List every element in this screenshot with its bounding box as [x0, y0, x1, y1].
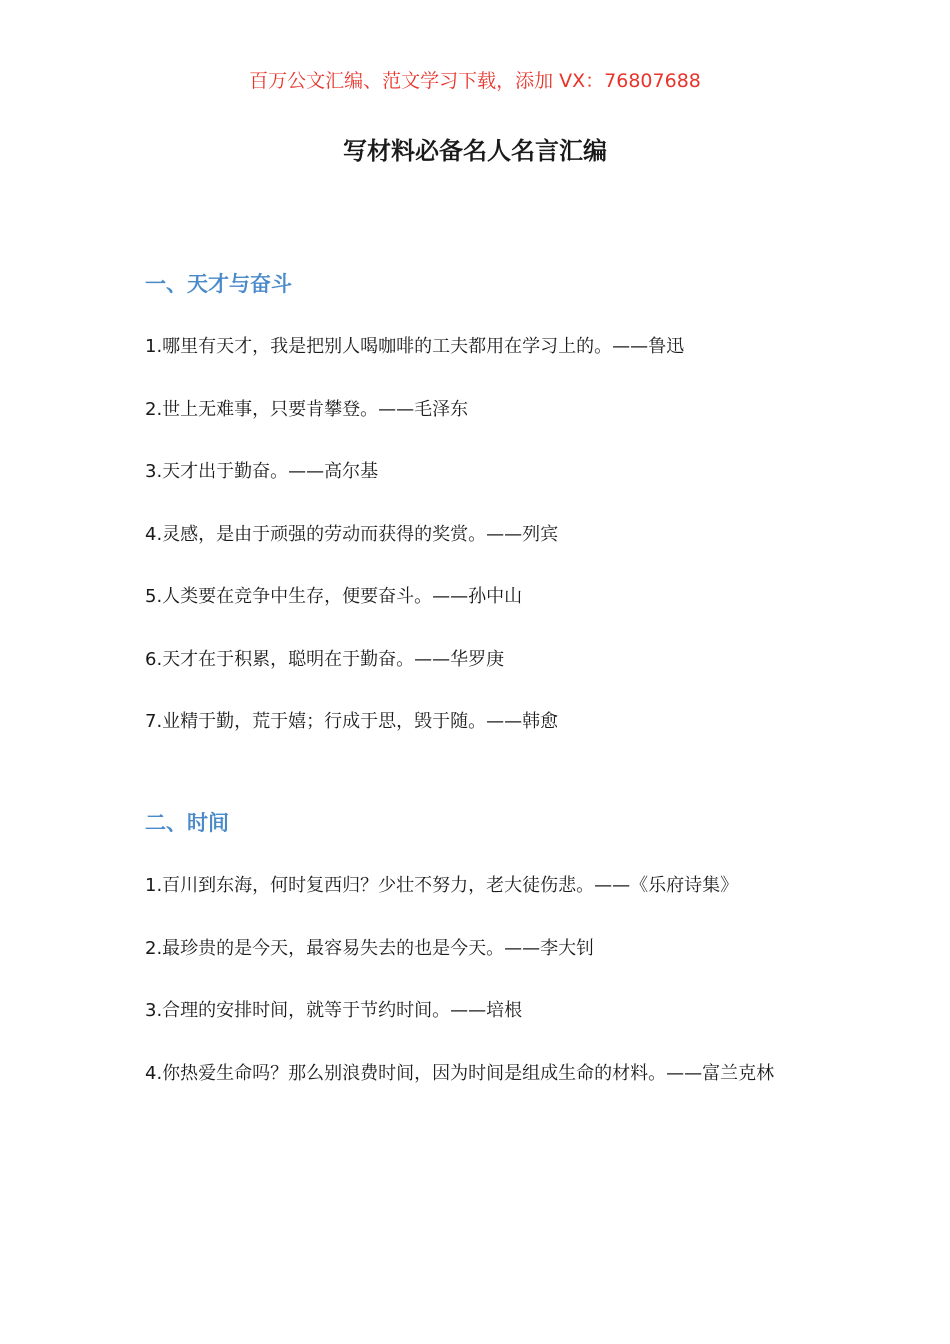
- quote-item: 1.百川到东海，何时复西归？少壮不努力，老大徒伤悲。——《乐府诗集》: [145, 875, 739, 896]
- quote-item: 7.业精于勤，荒于嬉；行成于思，毁于随。——韩愈: [145, 711, 559, 732]
- quote-item: 5.人类要在竞争中生存，便要奋斗。——孙中山: [145, 586, 523, 607]
- section-genius-and-struggle: [145, 269, 825, 771]
- section-heading: 二、时间: [145, 811, 229, 835]
- quote-item: 2.最珍贵的是今天，最容易失去的也是今天。——李大钊: [145, 937, 595, 959]
- quote-item: 3.合理的安排时间，就等于节约时间。——培根: [145, 1000, 523, 1021]
- section-time: [145, 808, 825, 1146]
- quote-item: 1.哪里有天才，我是把别人喝咖啡的工夫都用在学习上的。——鲁迅: [145, 336, 685, 357]
- promo-banner: 百万公文汇编、范文学习下载，添加 VX：76807688: [249, 70, 701, 92]
- quote-item: 4.你热爱生命吗？那么别浪费时间，因为时间是组成生命的材料。——富兰克林: [145, 1062, 775, 1084]
- quote-item: 6.天才在于积累，聪明在于勤奋。——华罗庚: [145, 648, 505, 670]
- quote-item: 3.天才出于勤奋。——高尔基: [145, 461, 379, 482]
- document-title: 写材料必备名人名言汇编: [343, 137, 607, 165]
- quote-item: 2.世上无难事，只要肯攀登。——毛泽东: [145, 398, 469, 420]
- quote-item: 4.灵感，是由于顽强的劳动而获得的奖赏。——列宾: [145, 523, 559, 545]
- section-heading: 一、天才与奋斗: [145, 272, 292, 296]
